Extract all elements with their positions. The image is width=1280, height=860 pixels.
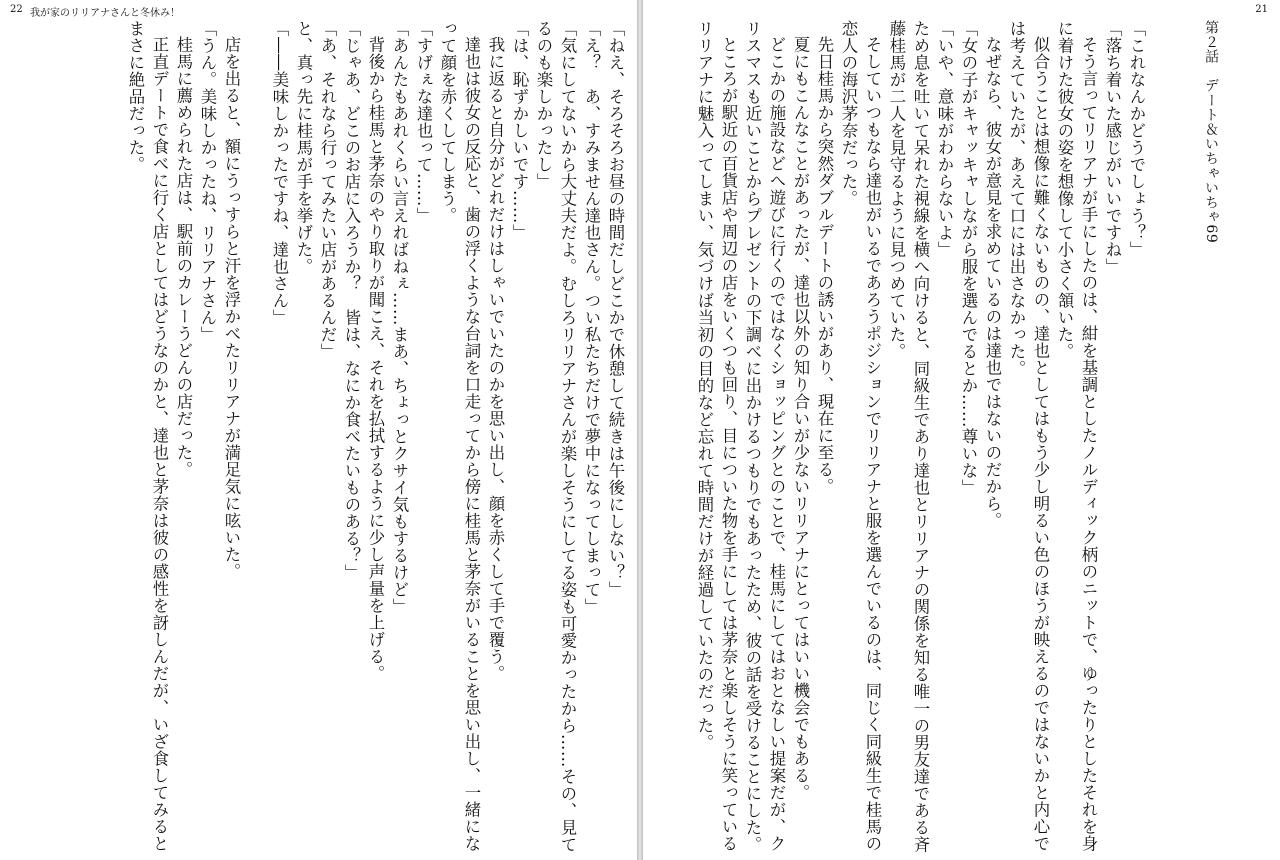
paragraph: 「は、恥ずかしいです……」 (510, 20, 529, 241)
paragraph: 似合うことは想像に難くないものの、達也としてはもう少し明るい色のほうが映えるのではないかと内心では考えていたが、あえて口には出さなかった。 (1007, 20, 1050, 853)
paragraph: 「すげぇな達也って……」 (414, 20, 433, 224)
chapter-title: 第２話 デート＆いちゃいちゃ69 (1203, 20, 1219, 244)
paragraph: 「女の子がキャッキャしながら服を選んでるとか……尊いな」 (959, 20, 978, 496)
paragraph: 「――美味しかったですね、達也さん」 (270, 20, 289, 326)
paragraph: 「あんたもあれくらい言えればねぇ……まあ、ちょっとクサイ気もするけど」 (390, 20, 409, 615)
paragraph: 「え？ あ、すみません達也さん。つい私たちだけで夢中になってしまって」 (582, 20, 601, 615)
paragraph: 「落ち着いた感じがいいですね」 (1103, 20, 1122, 275)
paragraph: 先日桂馬から突然ダブルデートの誘いがあり、現在に至る。 (815, 36, 834, 496)
paragraph: と、真っ先に桂馬が手を挙げた。 (294, 20, 313, 275)
left-page-body (123, 20, 627, 855)
left-page (0, 0, 637, 860)
paragraph: 店を出ると、額にうっすらと汗を浮かべたリリアナが満足気に呟いた。 (222, 36, 241, 581)
paragraph: 夏にもこんなことがあったが、達也以外の知り合いが少ないリリアナにとってはいい機会でもある。 (791, 36, 810, 802)
paragraph: ため息を吐いて呆れた視線を横へ向けると、同級生であり達也とリリアナの関係を知る唯一の男友達である斉藤桂馬が二人を見守るように見つめていた。 (887, 20, 930, 853)
page-number: 22 (10, 4, 23, 15)
paragraph: ところが駅近の百貨店や周辺の店をいくつも回り、目についた物を手にしては茅奈と楽しそうに笑っているリリアナに魅入ってしまい、気づけば当初の目的など忘れて時間だけが経過していたのだった。 (695, 20, 738, 853)
paragraph: 「いや、意味がわからないよ」 (935, 20, 954, 258)
paragraph: 「これなんかどうでしょう？」 (1127, 20, 1146, 258)
page-number: 21 (1255, 4, 1268, 15)
paragraph: なぜなら、彼女が意見を求めているのは達也ではないのだから。 (983, 36, 1002, 530)
paragraph: 達也は彼女の反応と、歯の浮くような台詞を口走ってから傍に桂馬と茅奈がいることを思い出し、一緒になって顔を赤くしてしまう。 (438, 20, 481, 853)
paragraph: そしていつもなら達也がいるであろうポジションでリリアナと服を選んでいるのは、同じく同級生で桂馬の恋人の海沢茅奈だった。 (839, 20, 882, 853)
paragraph: どこかの施設などへ遊びに行くのではなくショッピングとのことで、桂馬にしてはおとなしい提案だが、クリスマスも近いことからプレゼントの下調べに出かけるつもりでもあったため、彼の話を受けることにした。 (743, 20, 786, 853)
paragraph: 「じゃあ、どこのお店に入ろうか？ 皆は、なにか食べたいものある？」 (342, 20, 361, 581)
paragraph: 正直デートで食べに行く店としてはどうなのかと、達也と茅奈は彼の感性を訝しんだが、いざ食してみるとまさに絶品だった。 (126, 20, 169, 853)
paragraph: 桂馬に薦められた店は、駅前のカレーうどんの店だった。 (174, 36, 193, 479)
paragraph: 背後から桂馬と茅奈のやり取りが聞こえ、それを払拭するように少し声量を上げる。 (366, 36, 385, 683)
paragraph: 「うん。美味しかったね、リリアナさん」 (198, 20, 217, 343)
paragraph: 「ねえ、そろそろお昼の時間だしどこかで休憩して続きは午後にしない？」 (606, 20, 625, 598)
running-head: 我が家のリリアナさんと冬休み！ (30, 8, 180, 19)
paragraph: 「あ、それなら行ってみたい店があるんだ」 (318, 20, 337, 360)
right-page (643, 0, 1280, 860)
paragraph: 「気にしてないから大丈夫だよ。むしろリリアナさんが楽しそうにしてる姿も可愛かったから……その、見てるのも楽しかったし」 (534, 20, 577, 853)
paragraph: 我に返ると自分がどれだけはしゃいでいたのかを思い出し、顔を赤くして手で覆う。 (486, 36, 505, 683)
right-page-body (692, 20, 1274, 855)
paragraph: そう言ってリリアナが手にしたのは、紺を基調としたノルディック柄のニットで、ゆったりとしたそれを身に着けた彼女の姿を想像して小さく頷いた。 (1055, 20, 1098, 853)
